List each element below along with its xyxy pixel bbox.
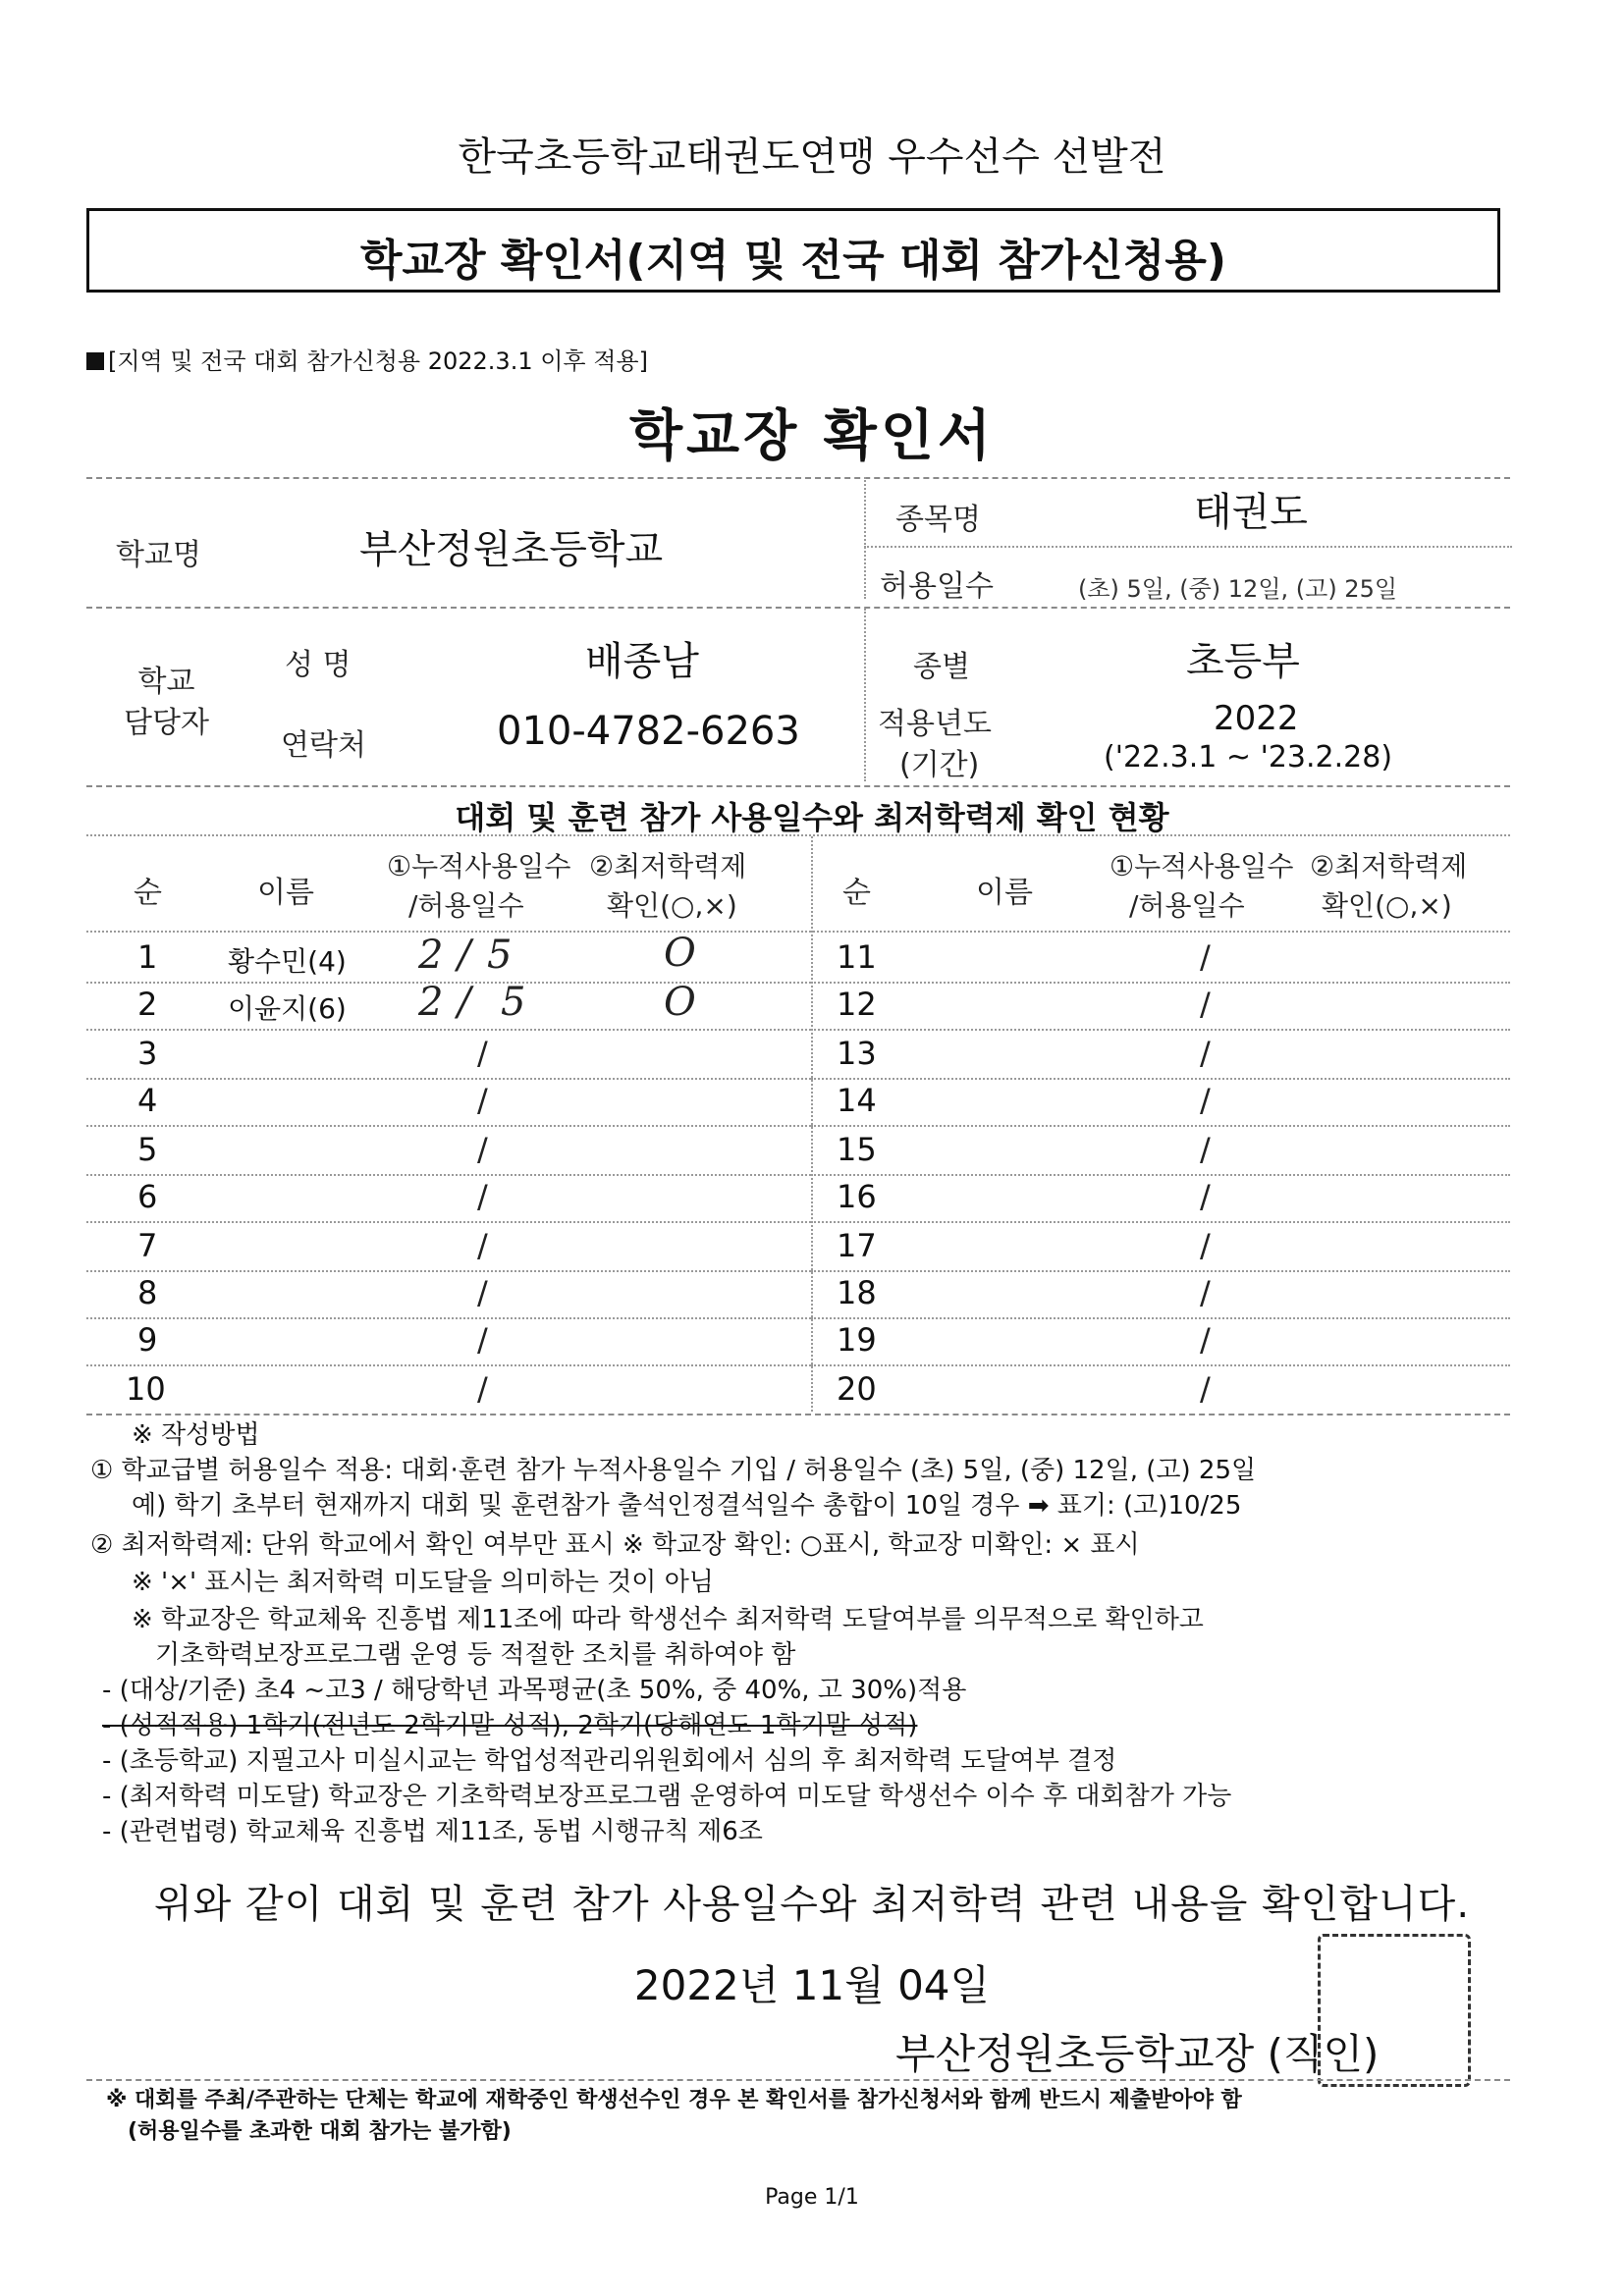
divider — [86, 477, 1510, 479]
event-value: 태권도 — [1194, 490, 1308, 535]
contact-label: 연락처 — [281, 728, 366, 763]
col-header-academic-1: ②최저학력제 — [589, 850, 747, 882]
note-line: ※ '×' 표시는 최저학력 미도달을 의미하는 것이 아님 — [132, 1568, 714, 1597]
notes-heading: ※ 작성방법 — [132, 1420, 260, 1450]
row-no: 8 — [137, 1274, 158, 1311]
divider — [86, 1414, 1510, 1415]
divider — [86, 2079, 1510, 2081]
period-label: (기간) — [899, 748, 980, 782]
footer-note-line: (허용일수를 초과한 대회 참가는 불가함) — [128, 2119, 512, 2144]
row-no: 13 — [837, 1035, 877, 1072]
note-line: ② 최저학력제: 단위 학교에서 확인 여부만 표시 ※ 학교장 확인: ○표시, 학교장 미확인: × 표시 — [90, 1530, 1140, 1560]
row-academic-check: O — [664, 980, 696, 1025]
row-no: 3 — [137, 1035, 158, 1072]
divider — [811, 982, 1510, 984]
footer-note-line: ※ 대회를 주최/주관하는 단체는 학교에 재학중인 학생선수인 경우 본 확인서를 참가신청서와 함께 반드시 제출받아야 함 — [106, 2088, 1242, 2112]
divider — [86, 1125, 811, 1127]
divider — [86, 607, 1510, 609]
principal-name: 부산정원초등학교장 — [895, 2030, 1255, 2078]
row-slash: / — [1200, 1131, 1211, 1168]
divider — [86, 931, 1510, 933]
divider — [811, 1078, 1510, 1080]
document-date: 2022년 11월 04일 — [633, 1961, 991, 2009]
col-header-name-right: 이름 — [976, 876, 1033, 910]
row-no: 4 — [137, 1082, 158, 1119]
manager-label: 학교 담당자 — [124, 665, 209, 740]
note-line: ※ 학교장은 학교체육 진흥법 제11조에 따라 학생선수 최저학력 도달여부를 의무적으로 확인하고 — [132, 1605, 1204, 1634]
col-header-days-right-2: /허용일수 — [1129, 889, 1245, 922]
school-value: 부산정원초등학교 — [359, 527, 664, 572]
note-line: 예) 학기 초부터 현재까지 대회 및 훈련참가 출석인정결석일수 총합이 10일 경우 ➡ 표기: (고)10/25 — [132, 1491, 1242, 1521]
divider — [86, 834, 1510, 836]
col-header-name: 이름 — [257, 876, 314, 910]
row-no: 15 — [837, 1131, 877, 1168]
col-header-days-1: ①누적사용일수 — [387, 850, 571, 882]
row-no: 18 — [837, 1274, 877, 1311]
black-square-icon — [86, 352, 104, 370]
divider — [86, 1029, 811, 1031]
divider — [86, 1078, 811, 1080]
row-slash: / — [477, 1131, 488, 1168]
row-no: 12 — [837, 986, 877, 1023]
row-name: 황수민(4) — [228, 945, 347, 978]
title-box-text: 학교장 확인서(지역 및 전국 대회 참가신청용) — [360, 236, 1226, 286]
confirmation-sentence: 위와 같이 대회 및 훈련 참가 사용일수와 최저학력 관련 내용을 확인합니다. — [153, 1882, 1471, 1927]
divider — [864, 546, 1512, 548]
row-slash: / — [477, 1082, 488, 1119]
center-divider — [811, 836, 813, 1412]
row-no: 5 — [137, 1131, 158, 1168]
col-header-academic-right-2: 확인(○,×) — [1322, 889, 1452, 922]
divider — [864, 477, 866, 599]
row-slash: / — [1200, 1227, 1211, 1264]
seal-label: (직인) — [1267, 2030, 1380, 2078]
divider — [86, 1317, 811, 1319]
row-slash: / — [477, 1178, 488, 1215]
row-slash: / — [477, 1035, 488, 1072]
col-header-academic-2: 확인(○,×) — [607, 889, 737, 922]
row-no: 11 — [837, 938, 877, 976]
row-name: 이윤지(6) — [228, 992, 347, 1025]
principal-signature — [895, 2022, 1379, 2081]
col-header-no: 순 — [134, 876, 162, 910]
row-slash: / — [477, 1321, 488, 1359]
period-value: ('22.3.1 ~ '23.2.28) — [1104, 740, 1393, 774]
row-no: 20 — [837, 1370, 877, 1408]
row-slash: / — [458, 980, 471, 1025]
row-used-days: 2 — [418, 980, 444, 1025]
row-no: 1 — [137, 938, 158, 976]
row-slash: / — [1200, 938, 1211, 976]
divider — [86, 1221, 811, 1223]
allowed-days-value: (초) 5일, (중) 12일, (고) 25일 — [1078, 575, 1398, 603]
row-allowed-days: 5 — [501, 980, 526, 1025]
row-academic-check: O — [664, 931, 696, 976]
row-allowed-days: 5 — [487, 933, 513, 978]
name-label: 성 명 — [285, 648, 352, 682]
row-slash: / — [458, 933, 471, 978]
page-number: Page 1/1 — [765, 2185, 859, 2210]
footer-note — [106, 2085, 1242, 2148]
division-value: 초등부 — [1186, 639, 1300, 684]
note-line: - (관련법령) 학교체육 진흥법 제11조, 동법 시행규칙 제6조 — [102, 1817, 763, 1846]
col-header-days-2: /허용일수 — [408, 889, 524, 922]
row-no: 7 — [137, 1227, 158, 1264]
event-label: 종목명 — [895, 503, 981, 537]
divider — [86, 1174, 811, 1176]
year-label: 적용년도 — [878, 707, 992, 741]
row-no: 9 — [137, 1321, 158, 1359]
note-line-struck: - (성적적용) 1학기(전년도 2학기말 성적), 2학기(당해연도 1학기말 성적) — [102, 1711, 918, 1740]
scope-note-text: [지역 및 전국 대회 참가신청용 2022.3.1 이후 적용] — [108, 347, 648, 375]
row-slash: / — [477, 1274, 488, 1311]
row-slash: / — [1200, 1082, 1211, 1119]
row-no: 14 — [837, 1082, 877, 1119]
divider — [86, 1270, 811, 1272]
row-slash: / — [1200, 1321, 1211, 1359]
header-org-title: 한국초등학교태권도연맹 우수선수 선발전 — [458, 134, 1166, 180]
contact-value: 010-4782-6263 — [497, 709, 800, 754]
division-label: 종별 — [913, 650, 970, 684]
divider — [86, 1364, 811, 1366]
note-line: 기초학력보장프로그램 운영 등 적절한 조치를 취하여야 함 — [155, 1640, 796, 1670]
row-slash: / — [477, 1370, 488, 1408]
row-slash: / — [1200, 1274, 1211, 1311]
row-no: 19 — [837, 1321, 877, 1359]
divider — [864, 609, 866, 781]
note-line: - (최저학력 미도달) 학교장은 기초학력보장프로그램 운영하여 미도달 학생선수 이수 후 대회참가 가능 — [102, 1782, 1232, 1811]
year-value: 2022 — [1214, 699, 1299, 738]
title-box — [86, 208, 1500, 293]
note-line: ① 학교급별 허용일수 적용: 대회·훈련 참가 누적사용일수 기입 / 허용일수 (초) 5일, (중) 12일, (고) 25일 — [90, 1456, 1257, 1485]
divider — [811, 1317, 1510, 1319]
row-slash: / — [1200, 1370, 1211, 1408]
scope-note — [86, 342, 648, 376]
divider — [811, 1221, 1510, 1223]
note-line: - (대상/기준) 초4 ~고3 / 해당학년 과목평균(초 50%, 중 40%, 고 30%)적용 — [102, 1676, 967, 1705]
row-no: 16 — [837, 1178, 877, 1215]
row-slash: / — [1200, 986, 1211, 1023]
doc-title: 학교장 확인서 — [628, 404, 996, 468]
allowed-days-label: 허용일수 — [880, 569, 994, 604]
col-header-academic-right-1: ②최저학력제 — [1310, 850, 1468, 882]
name-value: 배종남 — [585, 639, 699, 684]
divider — [811, 1364, 1510, 1366]
row-no: 10 — [126, 1370, 166, 1408]
divider — [811, 1174, 1510, 1176]
row-slash: / — [477, 1227, 488, 1264]
row-slash: / — [1200, 1178, 1211, 1215]
school-label: 학교명 — [116, 538, 201, 572]
divider — [811, 1029, 1510, 1031]
divider — [811, 1125, 1510, 1127]
row-slash: / — [1200, 1035, 1211, 1072]
divider — [811, 1270, 1510, 1272]
row-no: 2 — [137, 986, 158, 1023]
row-no: 17 — [837, 1227, 877, 1264]
note-line: - (초등학교) 지필고사 미실시교는 학업성적관리위원회에서 심의 후 최저학력 도달여부 결정 — [102, 1746, 1117, 1776]
section-title: 대회 및 훈련 참가 사용일수와 최저학력제 확인 현황 — [455, 799, 1169, 836]
col-header-no-right: 순 — [842, 876, 871, 910]
divider — [86, 982, 811, 984]
divider — [86, 785, 1510, 787]
row-no: 6 — [137, 1178, 158, 1215]
col-header-days-right-1: ①누적사용일수 — [1110, 850, 1294, 882]
row-used-days: 2 — [418, 933, 444, 978]
